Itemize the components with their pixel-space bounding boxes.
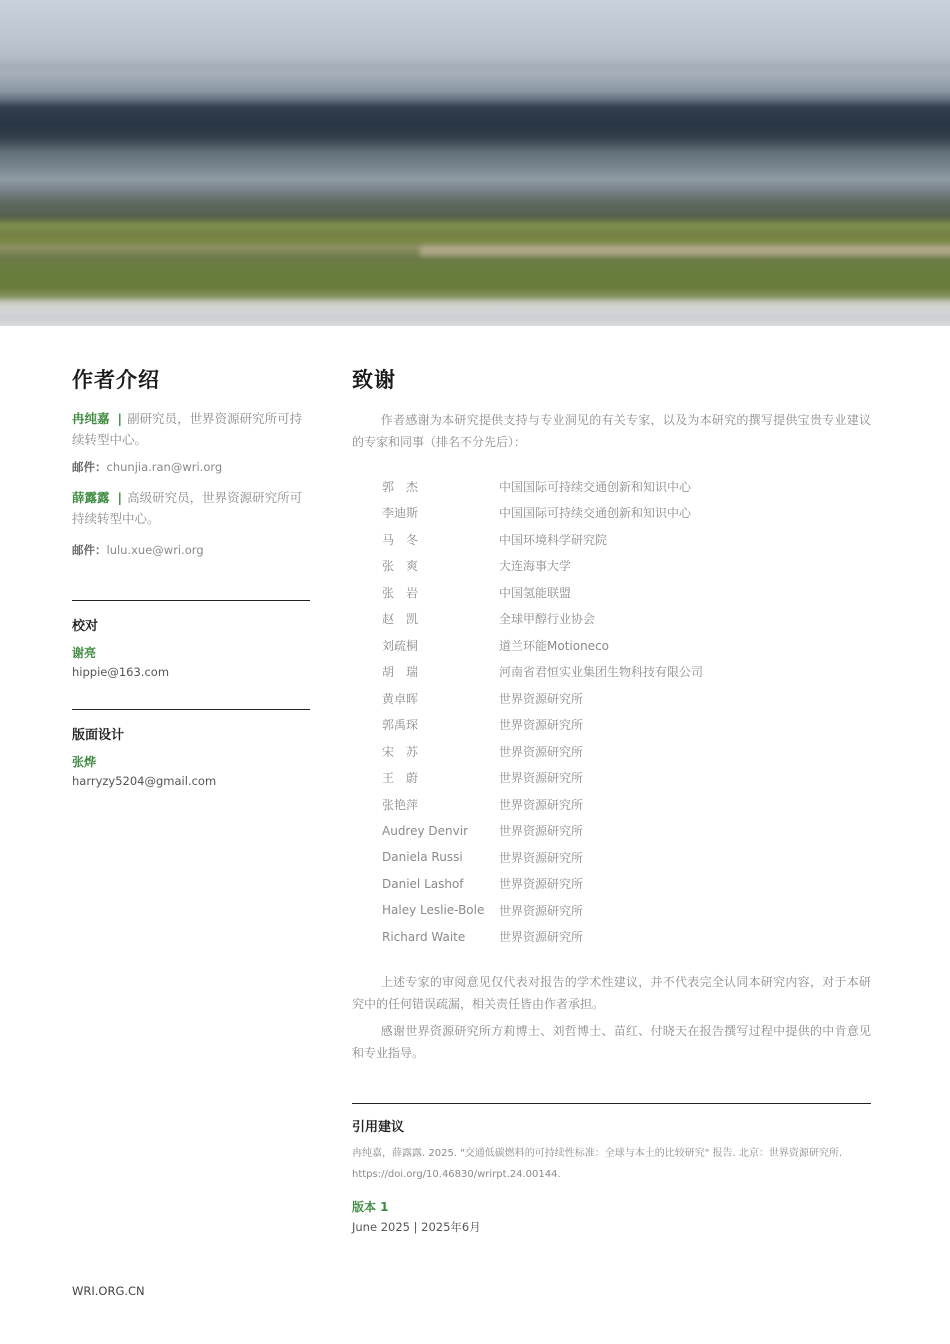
expert-row (382, 659, 703, 686)
expert-name: Daniela Russi (382, 850, 463, 865)
expert-name: 宋 苏 (382, 744, 419, 759)
expert-org: 世界资源研究所 (499, 930, 584, 945)
expert-name: 张 岩 (382, 585, 419, 600)
expert-org: 世界资源研究所 (499, 691, 584, 706)
designer-email[interactable]: harryzy5204@gmail.com (72, 774, 217, 788)
authors-column (72, 364, 310, 788)
author-email-line (72, 459, 310, 475)
expert-name: 赵 凯 (382, 612, 419, 627)
expert-name: Daniel Lashof (382, 876, 464, 891)
expert-name: 郭 杰 (382, 479, 419, 494)
expert-name: 张艳萍 (382, 797, 419, 812)
proofread-label: 校对 (72, 619, 99, 634)
authors-heading: 作者介绍 (72, 368, 160, 392)
citation-label: 引用建议 (352, 1120, 405, 1135)
acknowledgements-heading: 致谢 (352, 368, 396, 392)
ack-thanks-wri: 感谢世界资源研究所方莉博士、刘哲博士、苗红、付晓天在报告撰写过程中提供的中肯意见和专业指导。 (352, 1024, 871, 1060)
expert-name: Haley Leslie-Bole (382, 903, 485, 918)
expert-row (382, 818, 703, 845)
expert-org: 世界资源研究所 (499, 718, 584, 733)
expert-org: 全球甲醇行业协会 (499, 612, 596, 627)
publication-date: June 2025 | 2025年6月 (352, 1220, 481, 1234)
experts-table (382, 473, 703, 950)
email-label: 邮件： (72, 460, 107, 474)
expert-name: 郭禹琛 (382, 718, 419, 733)
expert-name: 马 冬 (382, 532, 419, 547)
expert-row (382, 791, 703, 818)
separator: | (117, 411, 123, 426)
expert-org: 世界资源研究所 (499, 744, 584, 759)
expert-name: 李迪斯 (382, 506, 419, 521)
ack-disclaimer: 上述专家的审阅意见仅代表对报告的学术性建议，并不代表完全认同本研究内容，对于本研究中的任何错误疏漏，相关责任皆由作者承担。 (352, 975, 871, 1011)
footer-site-link[interactable]: WRI.ORG.CN (72, 1284, 145, 1298)
expert-row (382, 553, 703, 580)
author-role: 副研究员，世界资源研究所可持续转型中心。 (72, 411, 303, 447)
expert-org: 世界资源研究所 (499, 850, 584, 865)
expert-name: 黄卓晖 (382, 691, 419, 706)
divider (72, 600, 310, 601)
expert-row (382, 712, 703, 739)
proofreader-email[interactable]: hippie@163.com (72, 665, 170, 679)
expert-org: 世界资源研究所 (499, 771, 584, 786)
expert-name: 王 蔚 (382, 771, 419, 786)
expert-name: 胡 瑞 (382, 665, 419, 680)
author-name: 薛露露 (72, 490, 110, 505)
separator: | (117, 490, 123, 505)
expert-org: 河南省君恒实业集团生物科技有限公司 (499, 665, 704, 680)
layout-design-label: 版面设计 (72, 728, 125, 743)
expert-name: Richard Waite (382, 929, 466, 944)
expert-org: 道兰环能Motioneco (499, 638, 610, 653)
expert-row (382, 579, 703, 606)
expert-row (382, 685, 703, 712)
expert-name: Audrey Denvir (382, 823, 468, 838)
expert-row (382, 500, 703, 527)
expert-org: 中国氢能联盟 (499, 585, 572, 600)
citation-block (352, 1103, 871, 1235)
expert-org: 世界资源研究所 (499, 797, 584, 812)
expert-org: 世界资源研究所 (499, 903, 584, 918)
expert-row (382, 897, 703, 924)
author-email[interactable]: chunjia.ran@wri.org (106, 460, 223, 474)
designer-name: 张烨 (72, 755, 97, 769)
expert-org: 世界资源研究所 (499, 877, 584, 892)
expert-row (382, 765, 703, 792)
author-role: 高级研究员，世界资源研究所可持续转型中心。 (72, 490, 303, 526)
expert-row (382, 738, 703, 765)
expert-row (382, 924, 703, 951)
divider (72, 709, 310, 710)
expert-row (382, 606, 703, 633)
divider (352, 1103, 871, 1104)
version-label: 版本 1 (352, 1200, 389, 1214)
expert-org: 世界资源研究所 (499, 824, 584, 839)
author-entry (72, 487, 310, 529)
expert-row (382, 526, 703, 553)
acknowledgements-column (352, 364, 871, 1064)
expert-org: 中国国际可持续交通创新和知识中心 (499, 506, 692, 521)
expert-row (382, 632, 703, 659)
expert-row (382, 844, 703, 871)
expert-name: 张 爽 (382, 559, 419, 574)
expert-row (382, 473, 703, 500)
expert-org: 中国国际可持续交通创新和知识中心 (499, 479, 692, 494)
author-email[interactable]: lulu.xue@wri.org (106, 543, 204, 557)
author-email-line (72, 542, 310, 558)
author-name: 冉纯嘉 (72, 411, 110, 426)
ack-intro: 作者感谢为本研究提供支持与专业洞见的有关专家，以及为本研究的撰写提供宝贵专业建议的专家和同事（排名不分先后）： (352, 413, 871, 449)
expert-row (382, 871, 703, 898)
proofreader-name: 谢亮 (72, 646, 97, 660)
expert-org: 大连海事大学 (499, 559, 572, 574)
citation-text: 冉纯嘉，薛露露. 2025. "交通低碳燃料的可持续性标准：全球与本土的比较研究" 报告. 北京：世界资源研究所. https://doi.org/10.46830/wrirpt.24.00144. (352, 1148, 843, 1180)
expert-name: 刘疏桐 (382, 638, 419, 653)
expert-org: 中国环境科学研究院 (499, 532, 608, 547)
email-label: 邮件： (72, 543, 107, 557)
author-entry (72, 408, 310, 450)
hero-image (0, 0, 950, 326)
